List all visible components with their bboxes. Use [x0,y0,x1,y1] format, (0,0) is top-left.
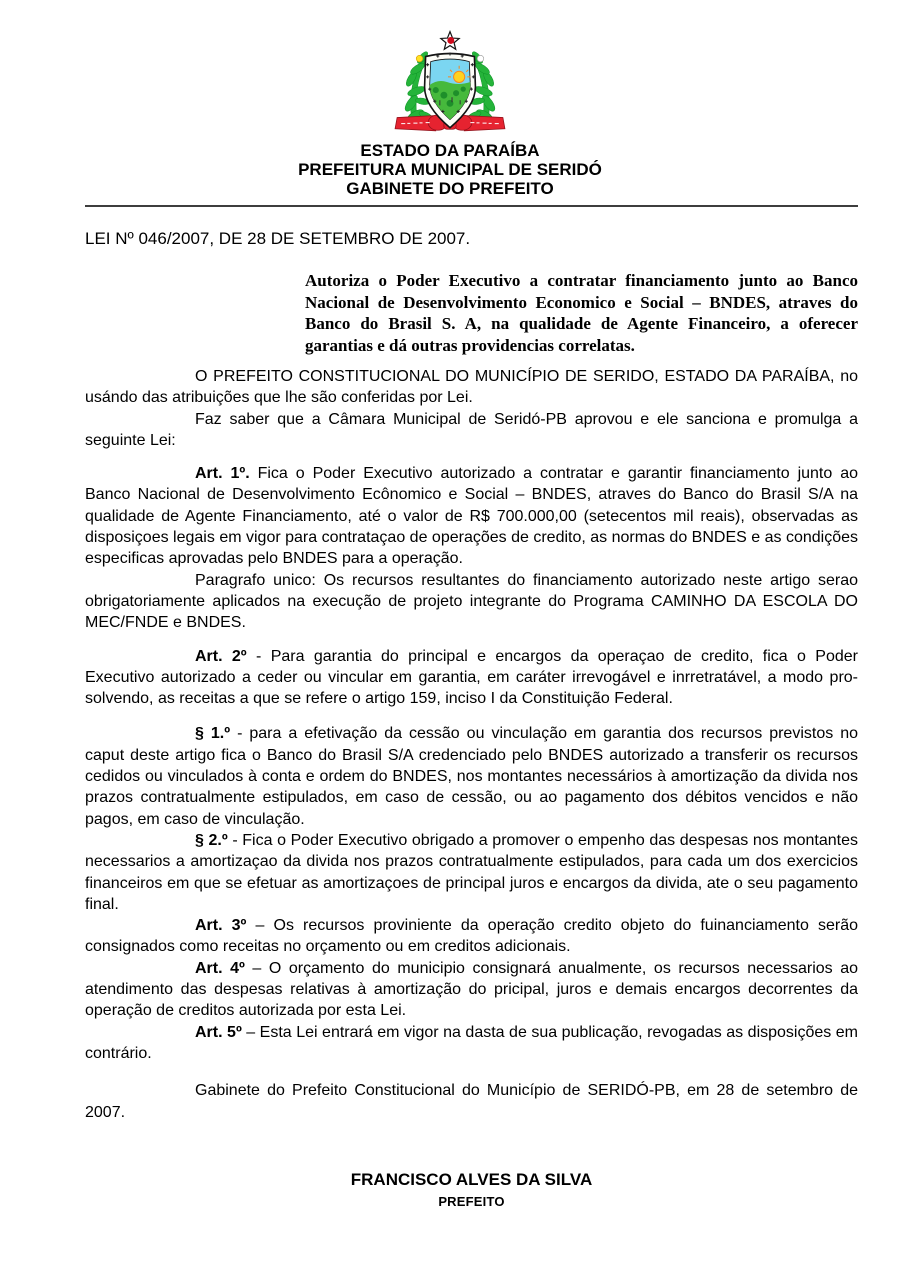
signature-block [85,1169,858,1210]
closing-paragraph-text: Gabinete do Prefeito Constitucional do Município de SERIDÓ-PB, em 28 de setembro de 2007. [85,1082,858,1121]
article-3 [85,915,858,958]
article-4-label: Art. 4º [195,959,245,977]
preamble-1-text: O PREFEITO CONSTITUCIONAL DO MUNICÍPIO DE SERIDO, ESTADO DA PARAÍBA, no usándo das atribuições que lhe são conferidas por Lei. [85,368,858,407]
preamble-2-text: Faz saber que a Câmara Municipal de Seridó-PB aprovou e ele sanciona e promulga a seguinte Lei: [85,410,858,449]
article-5-text: – Esta Lei entrará em vigor na dasta de sua publicação, revogadas as disposições em contrário. [85,1023,858,1062]
paragraph-2-text: - Fica o Poder Executivo obrigado a promover o empenho das despesas nos montantes necessarios a amortizaçao da divida nos prazos contratualmente estipulados, para cada um dos exercicios financeiros em que se efetuar as amortizaçoes de principal juros e encargos da divida, ate o seu pagamento final. [85,831,858,913]
paragrafo-unico [85,570,858,634]
paragraph-1-label: § 1.º [195,725,231,743]
article-5-label: Art. 5º [195,1023,242,1041]
law-title: LEI Nº 046/2007, DE 28 DE SETEMBRO DE 2007. [85,229,471,248]
article-3-label: Art. 3º [195,917,247,935]
article-5 [85,1022,858,1065]
article-2-text: - Para garantia do principal e encargos da operaçao de credito, fica o Poder Executivo autorizado a ceder ou vincular em garantia, em caráter irrevogável e inrretratável, a modo pro-solvendo, as receitas a que se refere o artigo 159, inciso I da Constituição Federal. [85,647,858,708]
paragraph-1-text: - para a efetivação da cessão ou vinculação em garantia dos recursos previstos no caput deste artigo fica o Banco do Brasil S/A credenciado pelo BNDES autorizado a transferir os recursos cedidos ou vinculados à conta e ordem do BNDES, nos montantes necessários à amortização da divida nos prazos contratualmente estipulados, em caso de cessão, ou ao pagamento dos débitos vencidos e não pagos, em caso de vinculação. [85,725,859,828]
article-2 [85,646,858,710]
article-2-label: Art. 2º [195,647,247,665]
preamble-1 [85,366,858,409]
article-3-text: – Os recursos proviniente da operação credito objeto do fuinanciamento serão consignados como receitas no orçamento ou em creditos adicionais. [85,917,858,956]
article-4-text: – O orçamento do municipio consignará anualmente, os recursos necessarios ao atendimento das despesas relativas à amortização do pricipal, juros e demais encargos decorrentes da operação de creditos autorizada por esta Lei. [85,959,858,1020]
cotton-boll-icon [477,55,484,62]
preamble-2 [85,409,858,452]
closing-paragraph [85,1080,858,1123]
paragraph-1 [85,723,858,829]
paragraph-2 [85,830,858,915]
paragrafo-unico-text: Paragrafo unico: Os recursos resultantes do financiamento autorizado neste artigo serao obrigatoriamente aplicados na execução de projeto integrante do Programa CAMINHO DA ESCOLA DO MEC/FNDE e BNDES. [85,571,858,632]
law-ementa: Autoriza o Poder Executivo a contratar financiamento junto ao Banco Nacional de Desenvolvimento Economico e Social – BNDES, atraves do Banco do Brasil S. A, na qualidade de Agente Financeiro, a oferecer garantias e dá outras providencias correlatas. [305,271,858,355]
header-divider [85,205,858,207]
crest-container [0,0,900,138]
letterhead-office: GABINETE DO PREFEITO [346,179,554,198]
paraiba-state-crest-icon [389,30,511,138]
article-1-text: Fica o Poder Executivo autorizado a contratar e garantir financiamento junto ao Banco Nacional de Desenvolvimento Ecônomico e Social – BNDES, atraves do Banco do Brasil S/A na qualidade de Agente Financiamento, até o valor de R$ 700.000,00 (setecentos mil reais), observadas as disposiçoes legais em vigor para contrataçao de operações de credito, as normas do BNDES e as condições especificas aprovadas pelo BNDES para a operação. [85,465,859,568]
article-1 [85,463,858,569]
document-body [85,228,858,1210]
letterhead [0,141,900,198]
letterhead-municipality: PREFEITURA MUNICIPAL DE SERIDÓ [298,160,602,179]
crest-star [441,32,459,50]
signer-name: FRANCISCO ALVES DA SILVA [350,1169,593,1189]
letterhead-state: ESTADO DA PARAÍBA [360,141,540,160]
cotton-flower-icon [416,55,423,62]
article-4 [85,958,858,1022]
article-1-label: Art. 1º. [195,465,250,483]
signer-role: PREFEITO [438,1193,505,1209]
paragraph-2-label: § 2.º [195,831,228,849]
